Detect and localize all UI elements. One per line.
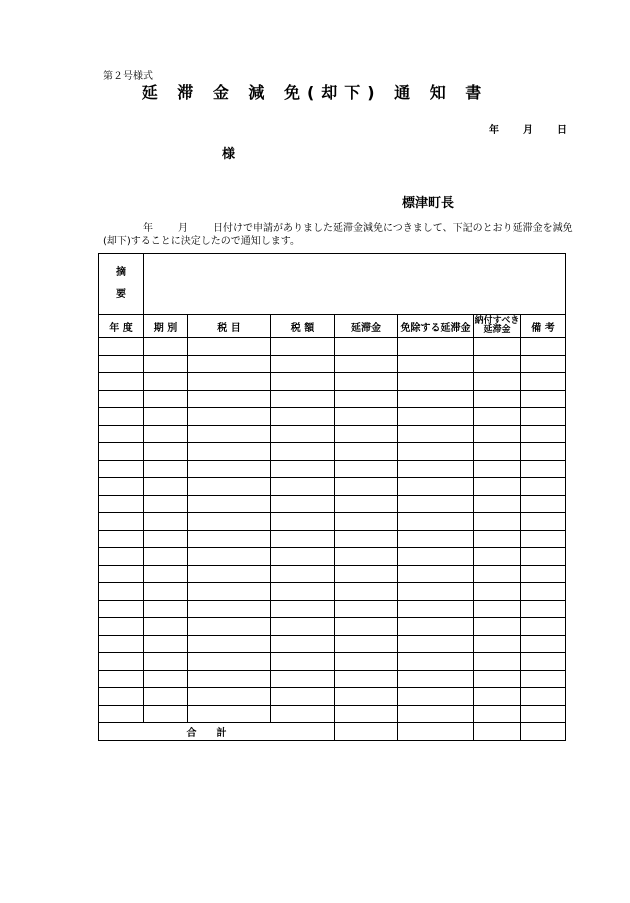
date-month-label: 月 [523, 125, 533, 136]
table-cell[interactable] [188, 600, 271, 618]
total-row [99, 723, 566, 741]
table-cell[interactable] [99, 513, 144, 531]
table-cell[interactable] [398, 705, 474, 723]
summary-label-char2: 要 [116, 289, 126, 300]
table-cell[interactable] [188, 373, 271, 391]
table-cell[interactable] [398, 600, 474, 618]
table-cell[interactable] [521, 338, 566, 356]
table-cell[interactable] [398, 548, 474, 566]
table-cell[interactable] [144, 635, 188, 653]
table-cell[interactable] [144, 478, 188, 496]
table-cell[interactable] [335, 443, 398, 461]
table-cell[interactable] [271, 513, 335, 531]
table-row [99, 513, 566, 531]
table-cell[interactable] [99, 653, 144, 671]
notice-body [103, 222, 573, 248]
date-year-label: 年 [489, 125, 499, 136]
table-cell[interactable] [188, 408, 271, 426]
table-cell[interactable] [474, 635, 521, 653]
table-cell[interactable] [188, 495, 271, 513]
table-cell[interactable] [398, 478, 474, 496]
form-number: 第２号様式 [103, 71, 153, 82]
table-cell[interactable] [398, 338, 474, 356]
table-cell[interactable] [335, 688, 398, 706]
table-cell[interactable] [398, 565, 474, 583]
table-cell[interactable] [474, 338, 521, 356]
table-row [99, 548, 566, 566]
table-cell[interactable] [521, 653, 566, 671]
table-cell[interactable] [99, 670, 144, 688]
table-cell[interactable] [99, 495, 144, 513]
table-cell[interactable] [474, 705, 521, 723]
table-cell[interactable] [144, 408, 188, 426]
table-cell[interactable] [144, 390, 188, 408]
table-cell[interactable] [474, 670, 521, 688]
table-cell[interactable] [335, 618, 398, 636]
table-cell[interactable] [144, 618, 188, 636]
table-cell[interactable] [335, 495, 398, 513]
header-arrears: 延滞金 [335, 315, 398, 338]
table-cell[interactable] [474, 390, 521, 408]
document-title: 延 滞 金 減 免(却下) 通 知 書 [141, 83, 489, 102]
table-cell[interactable] [474, 600, 521, 618]
table-cell[interactable] [335, 390, 398, 408]
table-cell[interactable] [99, 688, 144, 706]
table-cell[interactable] [474, 460, 521, 478]
table-cell[interactable] [474, 653, 521, 671]
table-cell[interactable] [521, 618, 566, 636]
table-cell[interactable] [474, 688, 521, 706]
table-cell[interactable] [474, 530, 521, 548]
table-cell[interactable] [188, 618, 271, 636]
table-cell[interactable] [99, 530, 144, 548]
table-cell[interactable] [521, 688, 566, 706]
table-cell[interactable] [398, 530, 474, 548]
table-cell[interactable] [398, 443, 474, 461]
header-tax-item: 税 目 [188, 315, 271, 338]
table-cell[interactable] [398, 460, 474, 478]
table-row [99, 530, 566, 548]
table-cell[interactable] [474, 425, 521, 443]
table-row [99, 653, 566, 671]
table-cell[interactable] [188, 548, 271, 566]
header-exempted-arrears: 免除する延滞金 [398, 315, 474, 338]
table-cell[interactable] [144, 495, 188, 513]
recipient-suffix: 様 [222, 147, 236, 162]
table-cell[interactable] [188, 565, 271, 583]
table-row [99, 390, 566, 408]
table-cell[interactable] [521, 443, 566, 461]
table-cell[interactable] [271, 670, 335, 688]
header-remarks: 備 考 [521, 315, 566, 338]
table-cell[interactable] [474, 355, 521, 373]
issuer-name: 標津町長 [402, 196, 455, 211]
table-cell[interactable] [271, 530, 335, 548]
table-cell[interactable] [99, 355, 144, 373]
table-cell[interactable] [398, 653, 474, 671]
notice-body-line2: (却下)することに決定したので通知します。 [103, 236, 301, 247]
table-cell[interactable] [521, 460, 566, 478]
date-day-label: 日 [557, 125, 567, 136]
summary-label-char1: 摘 [116, 267, 126, 278]
table-cell[interactable] [99, 600, 144, 618]
table-cell[interactable] [474, 443, 521, 461]
table-cell[interactable] [271, 425, 335, 443]
table-cell[interactable] [335, 565, 398, 583]
table-row [99, 583, 566, 601]
table-cell[interactable] [188, 443, 271, 461]
table-cell[interactable] [474, 583, 521, 601]
table-cell[interactable] [99, 373, 144, 391]
table-cell[interactable] [144, 688, 188, 706]
table-cell[interactable] [271, 443, 335, 461]
table-row [99, 355, 566, 373]
table-cell[interactable] [335, 583, 398, 601]
table-cell[interactable] [144, 373, 188, 391]
table-cell[interactable] [144, 530, 188, 548]
table-cell[interactable] [335, 600, 398, 618]
table-cell[interactable] [474, 478, 521, 496]
header-fiscal-year: 年 度 [99, 315, 144, 338]
table-cell[interactable] [188, 513, 271, 531]
table-cell[interactable] [521, 478, 566, 496]
table-row [99, 478, 566, 496]
table-cell[interactable] [271, 565, 335, 583]
table-row [99, 688, 566, 706]
table-row [99, 425, 566, 443]
table-cell[interactable] [144, 565, 188, 583]
table-cell[interactable] [398, 513, 474, 531]
table-row [99, 635, 566, 653]
table-cell[interactable] [335, 705, 398, 723]
table-cell[interactable] [474, 565, 521, 583]
table-row [99, 565, 566, 583]
header-period: 期 別 [144, 315, 188, 338]
table-cell[interactable] [398, 495, 474, 513]
table-row [99, 600, 566, 618]
table-cell[interactable] [271, 460, 335, 478]
body-line1-text: 日付けで申請がありました延滞金減免につきまして、下記のとおり延滞金を減免 [213, 223, 573, 234]
table-cell[interactable] [521, 390, 566, 408]
table-cell[interactable] [188, 390, 271, 408]
table-cell[interactable] [99, 548, 144, 566]
table-cell[interactable] [271, 583, 335, 601]
table-cell[interactable] [271, 705, 335, 723]
table-cell[interactable] [144, 583, 188, 601]
table-cell[interactable] [398, 425, 474, 443]
table-cell[interactable] [271, 548, 335, 566]
table-cell[interactable] [521, 355, 566, 373]
table-cell[interactable] [521, 495, 566, 513]
header-row [99, 315, 566, 338]
table-cell[interactable] [188, 425, 271, 443]
table-cell[interactable] [99, 478, 144, 496]
table-cell[interactable] [271, 618, 335, 636]
table-cell[interactable] [144, 355, 188, 373]
body-month-label: 月 [178, 223, 188, 234]
table-cell[interactable] [335, 373, 398, 391]
table-cell[interactable] [335, 408, 398, 426]
table-cell[interactable] [335, 670, 398, 688]
table-cell[interactable] [144, 670, 188, 688]
table-cell[interactable] [335, 478, 398, 496]
table-cell[interactable] [398, 373, 474, 391]
table-cell[interactable] [521, 530, 566, 548]
table-cell[interactable] [271, 408, 335, 426]
table-row [99, 495, 566, 513]
header-tax-amount: 税 額 [271, 315, 335, 338]
total-label: 合計 [99, 723, 335, 741]
table-cell[interactable] [474, 495, 521, 513]
table-cell[interactable] [144, 653, 188, 671]
table-cell[interactable] [521, 425, 566, 443]
table-row [99, 705, 566, 723]
table-cell[interactable] [271, 390, 335, 408]
table-cell[interactable] [271, 653, 335, 671]
table-cell[interactable] [271, 338, 335, 356]
table-row [99, 618, 566, 636]
date-line [489, 121, 567, 136]
total-arrears-cell[interactable] [335, 723, 398, 741]
table-cell[interactable] [99, 565, 144, 583]
table-cell[interactable] [474, 618, 521, 636]
table-cell[interactable] [188, 670, 271, 688]
table-cell[interactable] [99, 390, 144, 408]
table-cell[interactable] [398, 688, 474, 706]
table-cell[interactable] [99, 425, 144, 443]
table-cell[interactable] [521, 548, 566, 566]
table-cell[interactable] [99, 408, 144, 426]
table-cell[interactable] [188, 478, 271, 496]
table-cell[interactable] [144, 548, 188, 566]
body-year-label: 年 [143, 223, 153, 234]
table-cell[interactable] [271, 600, 335, 618]
table-cell[interactable] [474, 548, 521, 566]
table-cell[interactable] [188, 338, 271, 356]
table-cell[interactable] [188, 355, 271, 373]
table-cell[interactable] [144, 460, 188, 478]
header-payable-arrears: 納付すべき延滞金 [474, 315, 521, 338]
table-row [99, 408, 566, 426]
table-cell[interactable] [335, 513, 398, 531]
table-cell[interactable] [188, 705, 271, 723]
table-cell[interactable] [398, 408, 474, 426]
table-cell[interactable] [99, 460, 144, 478]
table-cell[interactable] [99, 705, 144, 723]
table-cell[interactable] [398, 635, 474, 653]
table-cell[interactable] [398, 583, 474, 601]
table-row [99, 670, 566, 688]
total-exempted-cell[interactable] [398, 723, 474, 741]
table-cell[interactable] [398, 390, 474, 408]
table-cell[interactable] [335, 530, 398, 548]
table-cell[interactable] [521, 513, 566, 531]
data-rows [99, 338, 566, 723]
table-cell[interactable] [144, 425, 188, 443]
table-cell[interactable] [144, 600, 188, 618]
table-cell[interactable] [99, 635, 144, 653]
table-cell[interactable] [144, 705, 188, 723]
table-cell[interactable] [474, 408, 521, 426]
table-cell[interactable] [335, 355, 398, 373]
table-cell[interactable] [521, 705, 566, 723]
table-cell[interactable] [99, 338, 144, 356]
table-cell[interactable] [188, 460, 271, 478]
table-cell[interactable] [99, 618, 144, 636]
table-cell[interactable] [188, 688, 271, 706]
table-cell[interactable] [99, 583, 144, 601]
table-cell[interactable] [474, 513, 521, 531]
table-cell[interactable] [335, 338, 398, 356]
arrears-table [98, 253, 566, 741]
table-cell[interactable] [271, 635, 335, 653]
table-cell[interactable] [144, 443, 188, 461]
table-cell[interactable] [271, 495, 335, 513]
table-cell[interactable] [188, 635, 271, 653]
table-row [99, 443, 566, 461]
table-cell[interactable] [335, 460, 398, 478]
table-row [99, 460, 566, 478]
table-row [99, 338, 566, 356]
table-row [99, 373, 566, 391]
total-payable-cell[interactable] [474, 723, 521, 741]
table-cell[interactable] [335, 425, 398, 443]
table-cell[interactable] [271, 478, 335, 496]
table-cell[interactable] [144, 338, 188, 356]
table-cell[interactable] [521, 565, 566, 583]
table-cell[interactable] [398, 355, 474, 373]
table-cell[interactable] [271, 688, 335, 706]
table-cell[interactable] [188, 530, 271, 548]
table-cell[interactable] [398, 670, 474, 688]
summary-label [99, 254, 144, 315]
table-cell[interactable] [99, 443, 144, 461]
table-cell[interactable] [144, 513, 188, 531]
table-cell[interactable] [521, 670, 566, 688]
table-cell[interactable] [271, 355, 335, 373]
table-cell[interactable] [521, 583, 566, 601]
table-cell[interactable] [521, 373, 566, 391]
table-cell[interactable] [398, 618, 474, 636]
total-remarks-cell[interactable] [521, 723, 566, 741]
notice-body-line1 [103, 222, 573, 235]
table-cell[interactable] [521, 600, 566, 618]
table-cell[interactable] [271, 373, 335, 391]
table-cell[interactable] [188, 653, 271, 671]
table-cell[interactable] [335, 635, 398, 653]
table-cell[interactable] [474, 373, 521, 391]
table-cell[interactable] [335, 548, 398, 566]
table-cell[interactable] [521, 408, 566, 426]
table-cell[interactable] [335, 653, 398, 671]
table-cell[interactable] [521, 635, 566, 653]
summary-field[interactable] [144, 254, 566, 315]
table-cell[interactable] [188, 583, 271, 601]
